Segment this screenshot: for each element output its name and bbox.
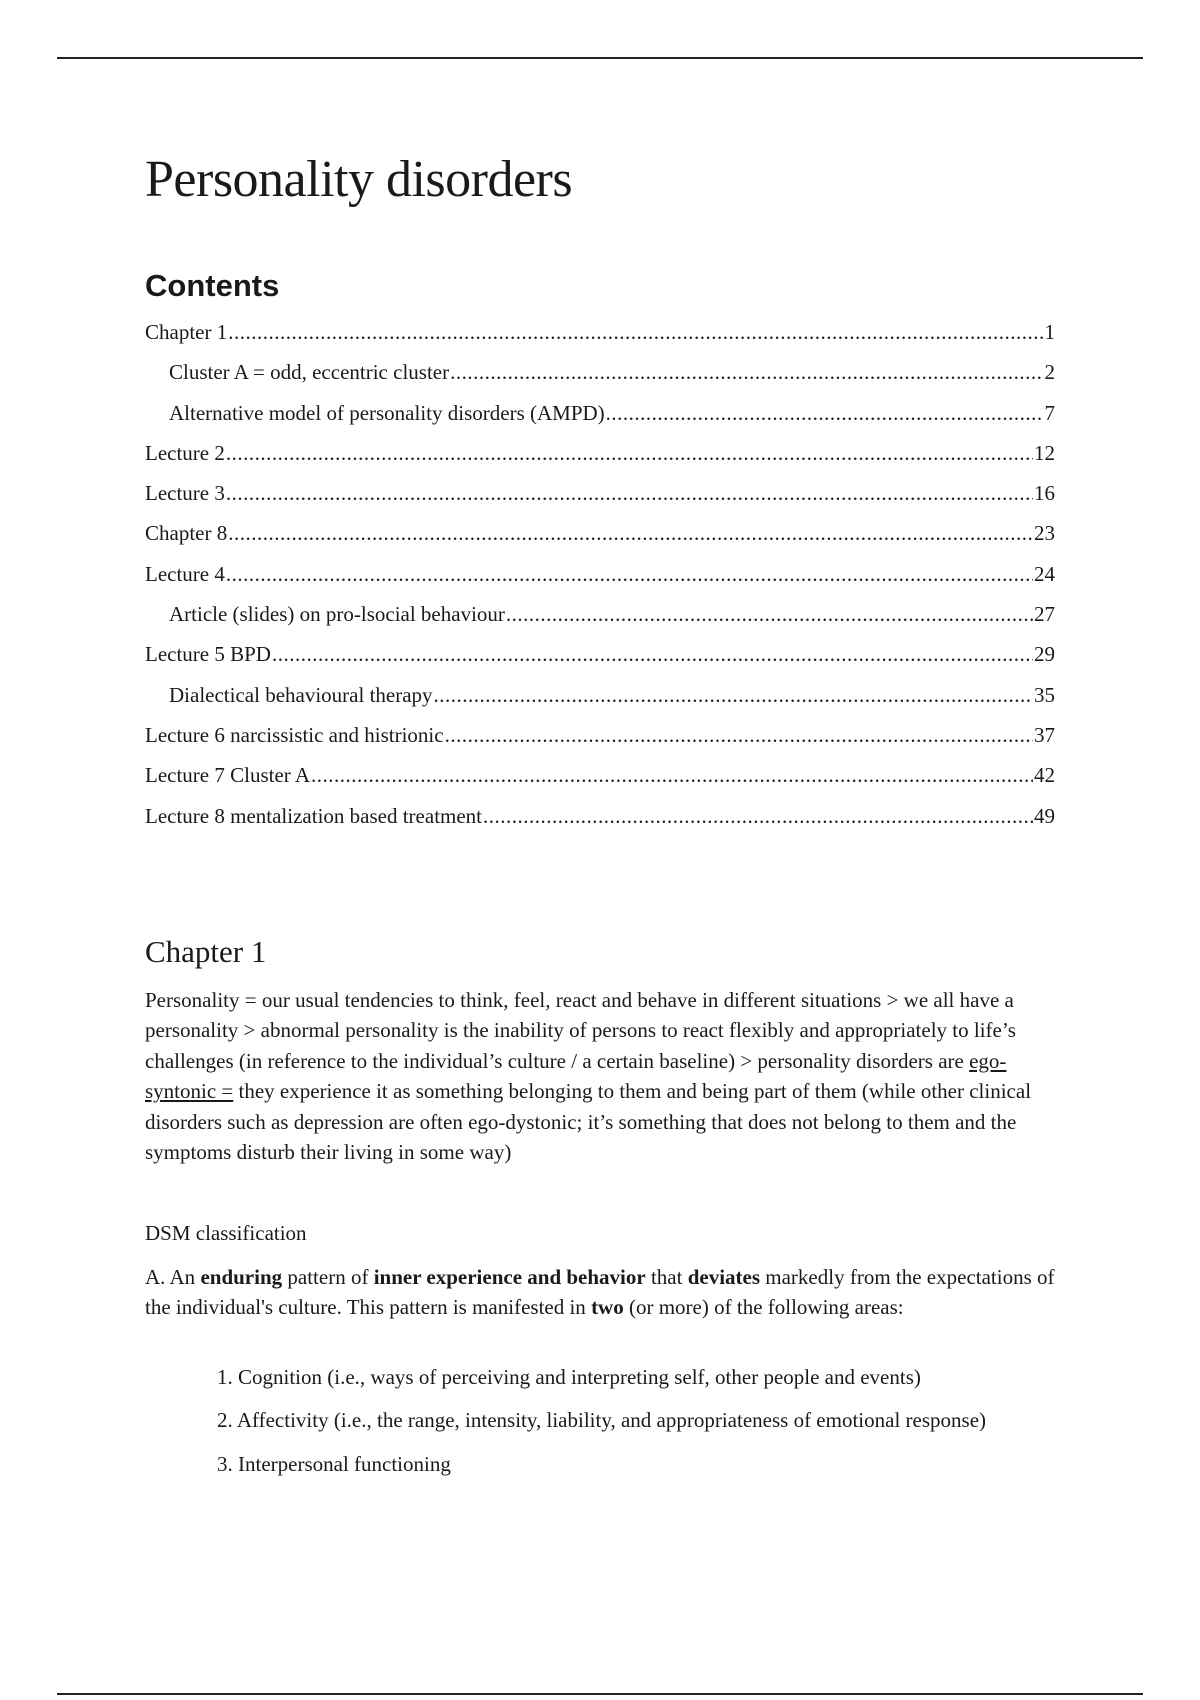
- areas-list: [217, 1362, 1057, 1492]
- toc-entry[interactable]: [145, 796, 1055, 836]
- criterion-text: A. An: [145, 1265, 201, 1289]
- toc-entry-label: Lecture 2: [145, 440, 225, 465]
- list-item: 1. Cognition (i.e., ways of perceiving and interpreting self, other people and events): [217, 1365, 921, 1389]
- criterion-bold-term: enduring: [200, 1265, 283, 1289]
- toc-entry-label: Chapter 8: [145, 521, 228, 546]
- toc-dot-leader: [272, 634, 1033, 674]
- toc-entry-label: Dialectical behavioural therapy: [169, 682, 433, 707]
- toc-dot-leader: [228, 312, 1043, 352]
- criterion-text: (or more) of the following areas:: [623, 1295, 904, 1320]
- toc-entry[interactable]: [145, 634, 1055, 674]
- toc-dot-leader: [226, 554, 1033, 594]
- toc-page-number: 7: [1044, 400, 1055, 425]
- toc-page-number: 1: [1044, 320, 1055, 344]
- list-item: 2. Affectivity (i.e., the range, intensity, liability, and appropriateness of emotional response): [217, 1408, 987, 1433]
- toc-page-number: 37: [1034, 722, 1055, 747]
- toc-entry[interactable]: [145, 594, 1055, 634]
- criterion-a-paragraph: [145, 1262, 1055, 1323]
- toc-entry-label: Lecture 6 narcissistic and histrionic: [145, 722, 444, 747]
- toc-entry[interactable]: [145, 675, 1055, 715]
- criterion-bold-term: inner experience and behavior: [373, 1265, 646, 1289]
- toc-entry[interactable]: [145, 755, 1055, 795]
- intro-text: Personality = our usual tendencies to think, feel, react and behave in different situations > we all have a personality > abnormal personality is the inability of persons to react flexibly and appropriately to life’s challenges (in reference to the individual’s culture / a certain baseline) > personality disorders are: [145, 988, 1016, 1073]
- toc-entry[interactable]: [145, 554, 1055, 594]
- toc-entry[interactable]: [145, 312, 1055, 352]
- toc-page-number: 42: [1034, 763, 1055, 788]
- toc-entry-label: Lecture 8 mentalization based treatment: [145, 803, 483, 828]
- toc-page-number: 2: [1044, 360, 1055, 385]
- toc-dot-leader: [226, 473, 1033, 513]
- toc-dot-leader: [450, 352, 1043, 392]
- toc-entry-label: Article (slides) on pro-lsocial behaviour: [169, 602, 505, 627]
- ego-syntonic-term: ego-syntonic =: [145, 1048, 1007, 1104]
- toc-page-number: 35: [1034, 682, 1055, 707]
- toc-entry[interactable]: [145, 433, 1055, 473]
- toc-dot-leader: [228, 513, 1033, 553]
- toc-dot-leader: [606, 393, 1044, 433]
- criterion-text: markedly from the expectations of the individual's culture. This pattern is manifested in: [145, 1265, 1055, 1320]
- page-content: [145, 140, 1055, 1476]
- toc-entry-label: Lecture 5 BPD: [145, 642, 271, 667]
- toc-page-number: 12: [1034, 440, 1055, 465]
- toc-page-number: 16: [1034, 481, 1055, 506]
- toc-entry[interactable]: [145, 352, 1055, 392]
- intro-text-continued: they experience it as something belonging to them and being part of them (while other clinical disorders such as depression are often ego-dystonic; it’s something that does not belong to them and the symptoms disturb their living in some way): [145, 1079, 1032, 1165]
- toc-dot-leader: [434, 675, 1033, 715]
- document-title: Personality disorders: [145, 151, 573, 208]
- criterion-bold-term: two: [591, 1295, 624, 1320]
- toc-entry-label: Chapter 1: [145, 320, 228, 344]
- intro-paragraph: [145, 985, 1055, 1167]
- toc-page-number: 49: [1034, 803, 1055, 828]
- table-of-contents: [145, 312, 1055, 836]
- toc-dot-leader: [506, 594, 1033, 634]
- toc-dot-leader: [226, 433, 1033, 473]
- toc-entry-label: Lecture 4: [145, 561, 225, 586]
- criterion-bold-term: deviates: [687, 1265, 761, 1289]
- bottom-rule: [57, 1693, 1143, 1695]
- toc-entry-label: Lecture 7 Cluster A: [145, 763, 311, 788]
- toc-entry[interactable]: [145, 715, 1055, 755]
- top-rule: [57, 57, 1143, 59]
- toc-dot-leader: [445, 715, 1033, 755]
- list-item: 3. Interpersonal functioning: [217, 1451, 451, 1476]
- criterion-text: pattern of: [282, 1265, 374, 1289]
- toc-page-number: 23: [1034, 521, 1055, 546]
- contents-heading: Contents: [145, 268, 280, 303]
- dsm-classification-label: DSM classification: [145, 1221, 307, 1245]
- toc-entry[interactable]: [145, 513, 1055, 553]
- toc-dot-leader: [483, 796, 1033, 836]
- toc-page-number: 29: [1034, 642, 1055, 667]
- toc-entry-label: Lecture 3: [145, 481, 225, 506]
- toc-dot-leader: [311, 755, 1033, 795]
- toc-entry-label: Cluster A = odd, eccentric cluster: [169, 360, 450, 385]
- chapter-heading: Chapter 1: [145, 934, 267, 969]
- criterion-text: that: [645, 1265, 688, 1289]
- toc-entry[interactable]: [145, 473, 1055, 513]
- toc-entry[interactable]: [145, 393, 1055, 433]
- toc-page-number: 24: [1034, 561, 1055, 586]
- toc-entry-label: Alternative model of personality disorders (AMPD): [169, 400, 605, 425]
- toc-page-number: 27: [1034, 602, 1055, 627]
